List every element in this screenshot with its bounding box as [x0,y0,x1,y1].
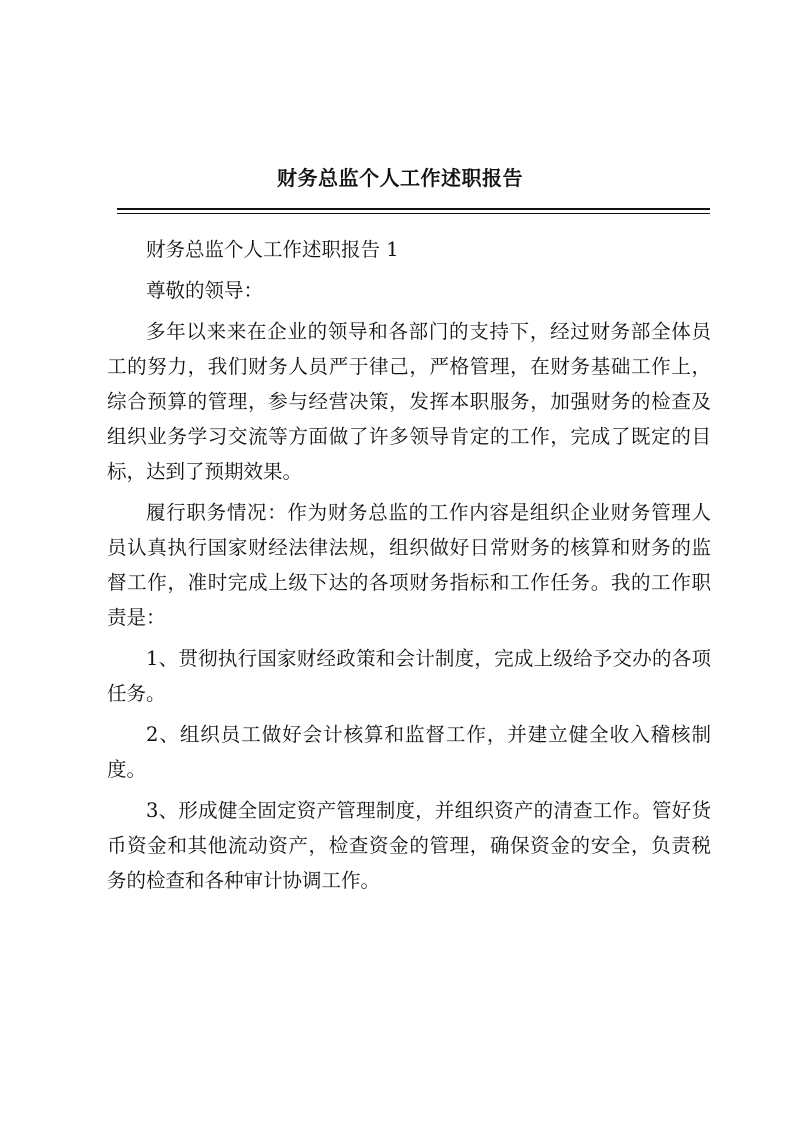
title-divider-thin [117,213,710,214]
duty-item-1: 1、贯彻执行国家财经政策和会计制度，完成上级给予交办的各项任务。 [107,647,711,705]
body-paragraph: 多年以来来在企业的领导和各部门的支持下，经过财务部全体员工的努力，我们财务人员严于律己，严格管理，在财务基础工作上，综合预算的管理，参与经营决策，发挥本职服务，加强财务的检查及组织业务学习交流等方面做了许多领导肯定的工作，完成了既定的目标，达到了预期效果。 [107,320,711,483]
body-paragraph: 履行职务情况：作为财务总监的工作内容是组织企业财务管理人员认真执行国家财经法律法规，组织做好日常财务的核算和财务的监督工作，准时完成上级下达的各项财务指标和工作任务。我的工作职责是： [107,501,711,629]
document-title: 财务总监个人工作述职报告 [277,166,523,190]
salutation: 尊敬的领导： [146,279,264,302]
document-body [107,232,711,904]
title-divider-thick [117,208,710,210]
section-heading: 财务总监个人工作述职报告 1 [146,238,399,261]
duty-item-2: 2、组织员工做好会计核算和监督工作，并建立健全收入稽核制度。 [107,723,711,781]
duty-item-3: 3、形成健全固定资产管理制度，并组织资产的清查工作。管好货币资金和其他流动资产，检查资金的管理，确保资金的安全，负责税务的检查和各种审计协调工作。 [107,799,711,892]
